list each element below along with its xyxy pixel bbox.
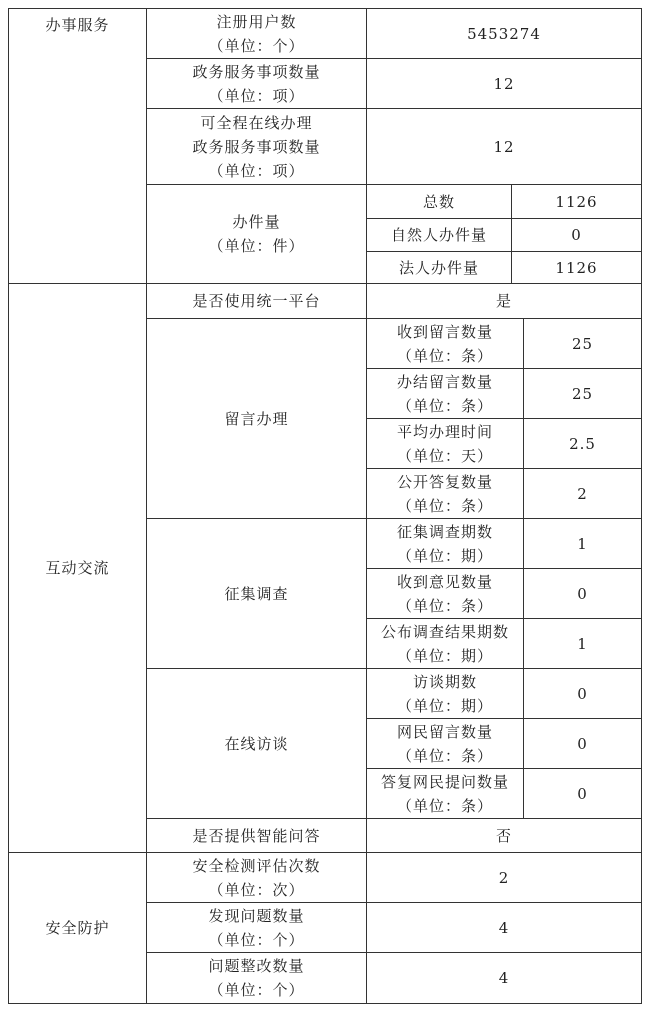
interaction-row-2-label: 留言办理 (146, 318, 367, 519)
service-row-1-value: 5453274 (366, 8, 642, 59)
security-row-1-label: 安全检测评估次数 （单位：次） (146, 852, 367, 903)
security-row-2-label: 发现问题数量 （单位：个） (146, 902, 367, 953)
service-row-3-value: 12 (366, 108, 642, 185)
interaction-row-5-label: 是否提供智能问答 (146, 818, 367, 853)
interaction-row-2-sub-3-value: 2.5 (523, 418, 642, 469)
service-row-2-label: 政务服务事项数量 （单位：项） (146, 58, 367, 109)
security-row-3-label: 问题整改数量 （单位：个） (146, 952, 367, 1004)
interaction-row-4-sub-3-label: 答复网民提问数量 （单位：条） (366, 768, 524, 819)
interaction-row-2-sub-2-value: 25 (523, 368, 642, 419)
service-row-4-sub-3-value: 1126 (511, 251, 642, 284)
section-service-title: 办事服务 (8, 8, 147, 284)
service-row-2-value: 12 (366, 58, 642, 109)
interaction-row-4-sub-3-value: 0 (523, 768, 642, 819)
interaction-row-3-sub-1-label: 征集调查期数 （单位：期） (366, 518, 524, 569)
service-row-4-sub-2-label: 自然人办件量 (366, 218, 512, 252)
interaction-row-4-sub-2-label: 网民留言数量 （单位：条） (366, 718, 524, 769)
service-row-4-sub-3-label: 法人办件量 (366, 251, 512, 284)
interaction-row-3-sub-3-value: 1 (523, 618, 642, 669)
interaction-row-2-sub-2-label: 办结留言数量 （单位：条） (366, 368, 524, 419)
section-interaction-title: 互动交流 (8, 283, 147, 853)
interaction-row-4-sub-2-value: 0 (523, 718, 642, 769)
interaction-row-2-sub-4-label: 公开答复数量 （单位：条） (366, 468, 524, 519)
interaction-row-5-value: 否 (366, 818, 642, 853)
interaction-row-3-sub-1-value: 1 (523, 518, 642, 569)
security-row-1-value: 2 (366, 852, 642, 903)
interaction-row-3-sub-2-value: 0 (523, 568, 642, 619)
interaction-row-2-sub-3-label: 平均办理时间 （单位：天） (366, 418, 524, 469)
interaction-row-1-label: 是否使用统一平台 (146, 283, 367, 319)
interaction-row-2-sub-4-value: 2 (523, 468, 642, 519)
interaction-row-2-sub-1-label: 收到留言数量 （单位：条） (366, 318, 524, 369)
security-row-3-value: 4 (366, 952, 642, 1004)
interaction-row-2-sub-1-value: 25 (523, 318, 642, 369)
interaction-row-1-value: 是 (366, 283, 642, 319)
interaction-row-4-sub-1-label: 访谈期数 （单位：期） (366, 668, 524, 719)
service-row-4-sub-1-value: 1126 (511, 184, 642, 219)
interaction-row-4-label: 在线访谈 (146, 668, 367, 819)
interaction-row-3-sub-3-label: 公布调查结果期数 （单位：期） (366, 618, 524, 669)
interaction-row-3-sub-2-label: 收到意见数量 （单位：条） (366, 568, 524, 619)
service-row-4-sub-2-value: 0 (511, 218, 642, 252)
service-row-4-sub-1-label: 总数 (366, 184, 512, 219)
service-row-4-label: 办件量 （单位：件） (146, 184, 367, 284)
interaction-row-3-label: 征集调查 (146, 518, 367, 669)
service-row-1-label: 注册用户数 （单位：个） (146, 8, 367, 59)
security-row-2-value: 4 (366, 902, 642, 953)
service-row-3-label: 可全程在线办理 政务服务事项数量 （单位：项） (146, 108, 367, 185)
section-security-title: 安全防护 (8, 852, 147, 1004)
interaction-row-4-sub-1-value: 0 (523, 668, 642, 719)
